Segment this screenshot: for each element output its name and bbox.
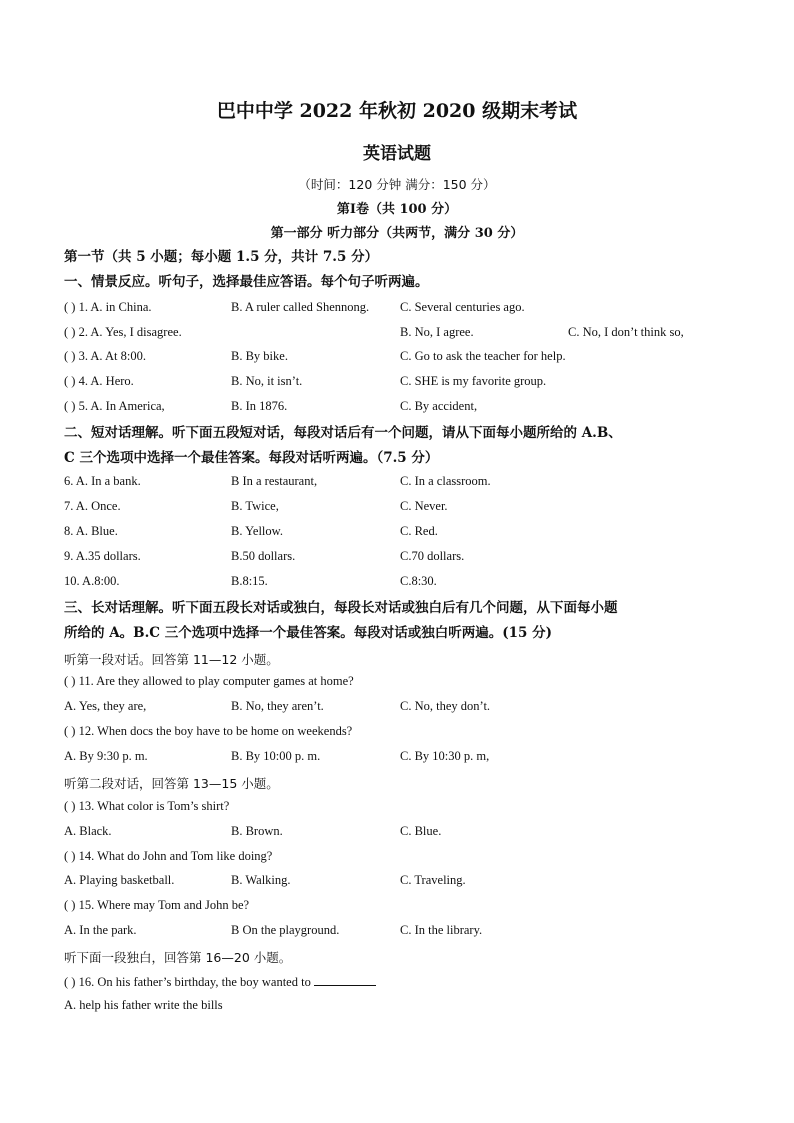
option-b: B. Walking.: [231, 873, 291, 887]
option-c: C.70 dollars.: [400, 549, 465, 563]
option-a: 6. A. In a bank.: [64, 474, 141, 488]
answer-blank: [314, 973, 376, 986]
option-c: C. Go to ask the teacher for help.: [400, 349, 566, 363]
question-stem: ( ) 13. What color is Tom’s shirt?: [64, 799, 230, 813]
option-a: A. Playing basketball.: [64, 873, 175, 887]
option-a: A. By 9:30 p. m.: [64, 749, 148, 763]
option-a: A. help his father write the bills: [64, 998, 223, 1012]
option-b: B. Yellow.: [231, 524, 283, 538]
section3-heading-line2: 所给的 A。B.C 三个选项中选择一个最佳答案。每段对话或独白听两遍。(15 分): [64, 625, 552, 641]
option-a: 9. A.35 dollars.: [64, 549, 141, 563]
option-c: C. No, I don’t think so,: [568, 325, 684, 339]
option-b: B. Twice,: [231, 499, 279, 513]
question-stem: ( ) 16. On his father’s birthday, the boy wanted to: [64, 975, 311, 989]
option-c: C.8:30.: [400, 574, 437, 588]
question-stem: ( ) 14. What do John and Tom like doing?: [64, 849, 273, 863]
section1-subheading: 一、情景反应。听句子，选择最佳应答语。每个句子听两遍。: [64, 274, 429, 290]
question-stem: ( ) 15. Where may Tom and John be?: [64, 898, 250, 912]
option-c: C. By accident,: [400, 399, 478, 413]
option-b: B. No, they aren’t.: [231, 699, 324, 713]
dialog2-note: 听第二段对话，回答第 13—15 小题。: [64, 776, 279, 791]
option-a: A. Black.: [64, 824, 112, 838]
option-b: B. No, I agree.: [400, 325, 474, 339]
option-a: 10. A.8:00.: [64, 574, 120, 588]
option-b: B.50 dollars.: [231, 549, 296, 563]
option-a: A. Yes, they are,: [64, 699, 147, 713]
option-c: C. In a classroom.: [400, 474, 491, 488]
section1-heading: 第一节（共 5 小题；每小题 1.5 分，共计 7.5 分）: [64, 249, 379, 265]
question-stem: ( ) 3. A. At 8:00.: [64, 349, 146, 363]
option-b: B.8:15.: [231, 574, 268, 588]
question-stem-wrap: [64, 973, 376, 990]
option-c: C. SHE is my favorite group.: [400, 374, 547, 388]
question-stem: ( ) 12. When docs the boy have to be home on weekends?: [64, 724, 353, 738]
question-stem: ( ) 1. A. in China.: [64, 300, 152, 314]
exam-subject: 英语试题: [363, 144, 431, 164]
option-c: C. In the library.: [400, 923, 483, 937]
option-c: C. No, they don’t.: [400, 699, 491, 713]
monologue-note: 听下面一段独白，回答第 16—20 小题。: [64, 950, 292, 965]
option-b: B. A ruler called Shennong.: [231, 300, 370, 314]
option-c: C. Traveling.: [400, 873, 466, 887]
exam-title: 巴中中学 2022 年秋初 2020 级期末考试: [216, 100, 578, 122]
section2-heading-line1: 二、短对话理解。听下面五段短对话，每段对话后有一个问题，请从下面每小题所给的 A.B、: [64, 425, 622, 441]
option-c: C. Blue.: [400, 824, 442, 838]
question-stem: ( ) 2. A. Yes, I disagree.: [64, 325, 182, 339]
part-heading: 第一部分 听力部分（共两节，满分 30 分）: [270, 226, 524, 241]
option-b: B. By 10:00 p. m.: [231, 749, 321, 763]
option-b: B In a restaurant,: [231, 474, 318, 488]
option-a: A. In the park.: [64, 923, 137, 937]
option-b: B. By bike.: [231, 349, 288, 363]
option-b: B On the playground.: [231, 923, 340, 937]
time-info: （时间：120 分钟 满分：150 分）: [298, 177, 496, 192]
option-b: B. Brown.: [231, 824, 283, 838]
question-stem: ( ) 4. A. Hero.: [64, 374, 134, 388]
option-c: C. Never.: [400, 499, 448, 513]
question-stem: ( ) 5. A. In America,: [64, 399, 165, 413]
section3-heading-line1: 三、长对话理解。听下面五段长对话或独白，每段长对话或独白后有几个问题，从下面每小题: [64, 600, 618, 616]
volume-heading: 第Ⅰ卷（共 100 分）: [336, 202, 458, 217]
option-b: B. No, it isn’t.: [231, 374, 303, 388]
option-a: 7. A. Once.: [64, 499, 121, 513]
dialog1-note: 听第一段对话。回答第 11—12 小题。: [64, 652, 279, 667]
option-a: 8. A. Blue.: [64, 524, 118, 538]
section2-heading-line2: C 三个选项中选择一个最佳答案。每段对话听两遍。（7.5 分）: [64, 450, 439, 466]
option-c: C. Red.: [400, 524, 438, 538]
question-stem: ( ) 11. Are they allowed to play computer games at home?: [64, 674, 354, 688]
option-b: B. In 1876.: [231, 399, 288, 413]
option-c: C. Several centuries ago.: [400, 300, 525, 314]
option-c: C. By 10:30 p. m,: [400, 749, 490, 763]
